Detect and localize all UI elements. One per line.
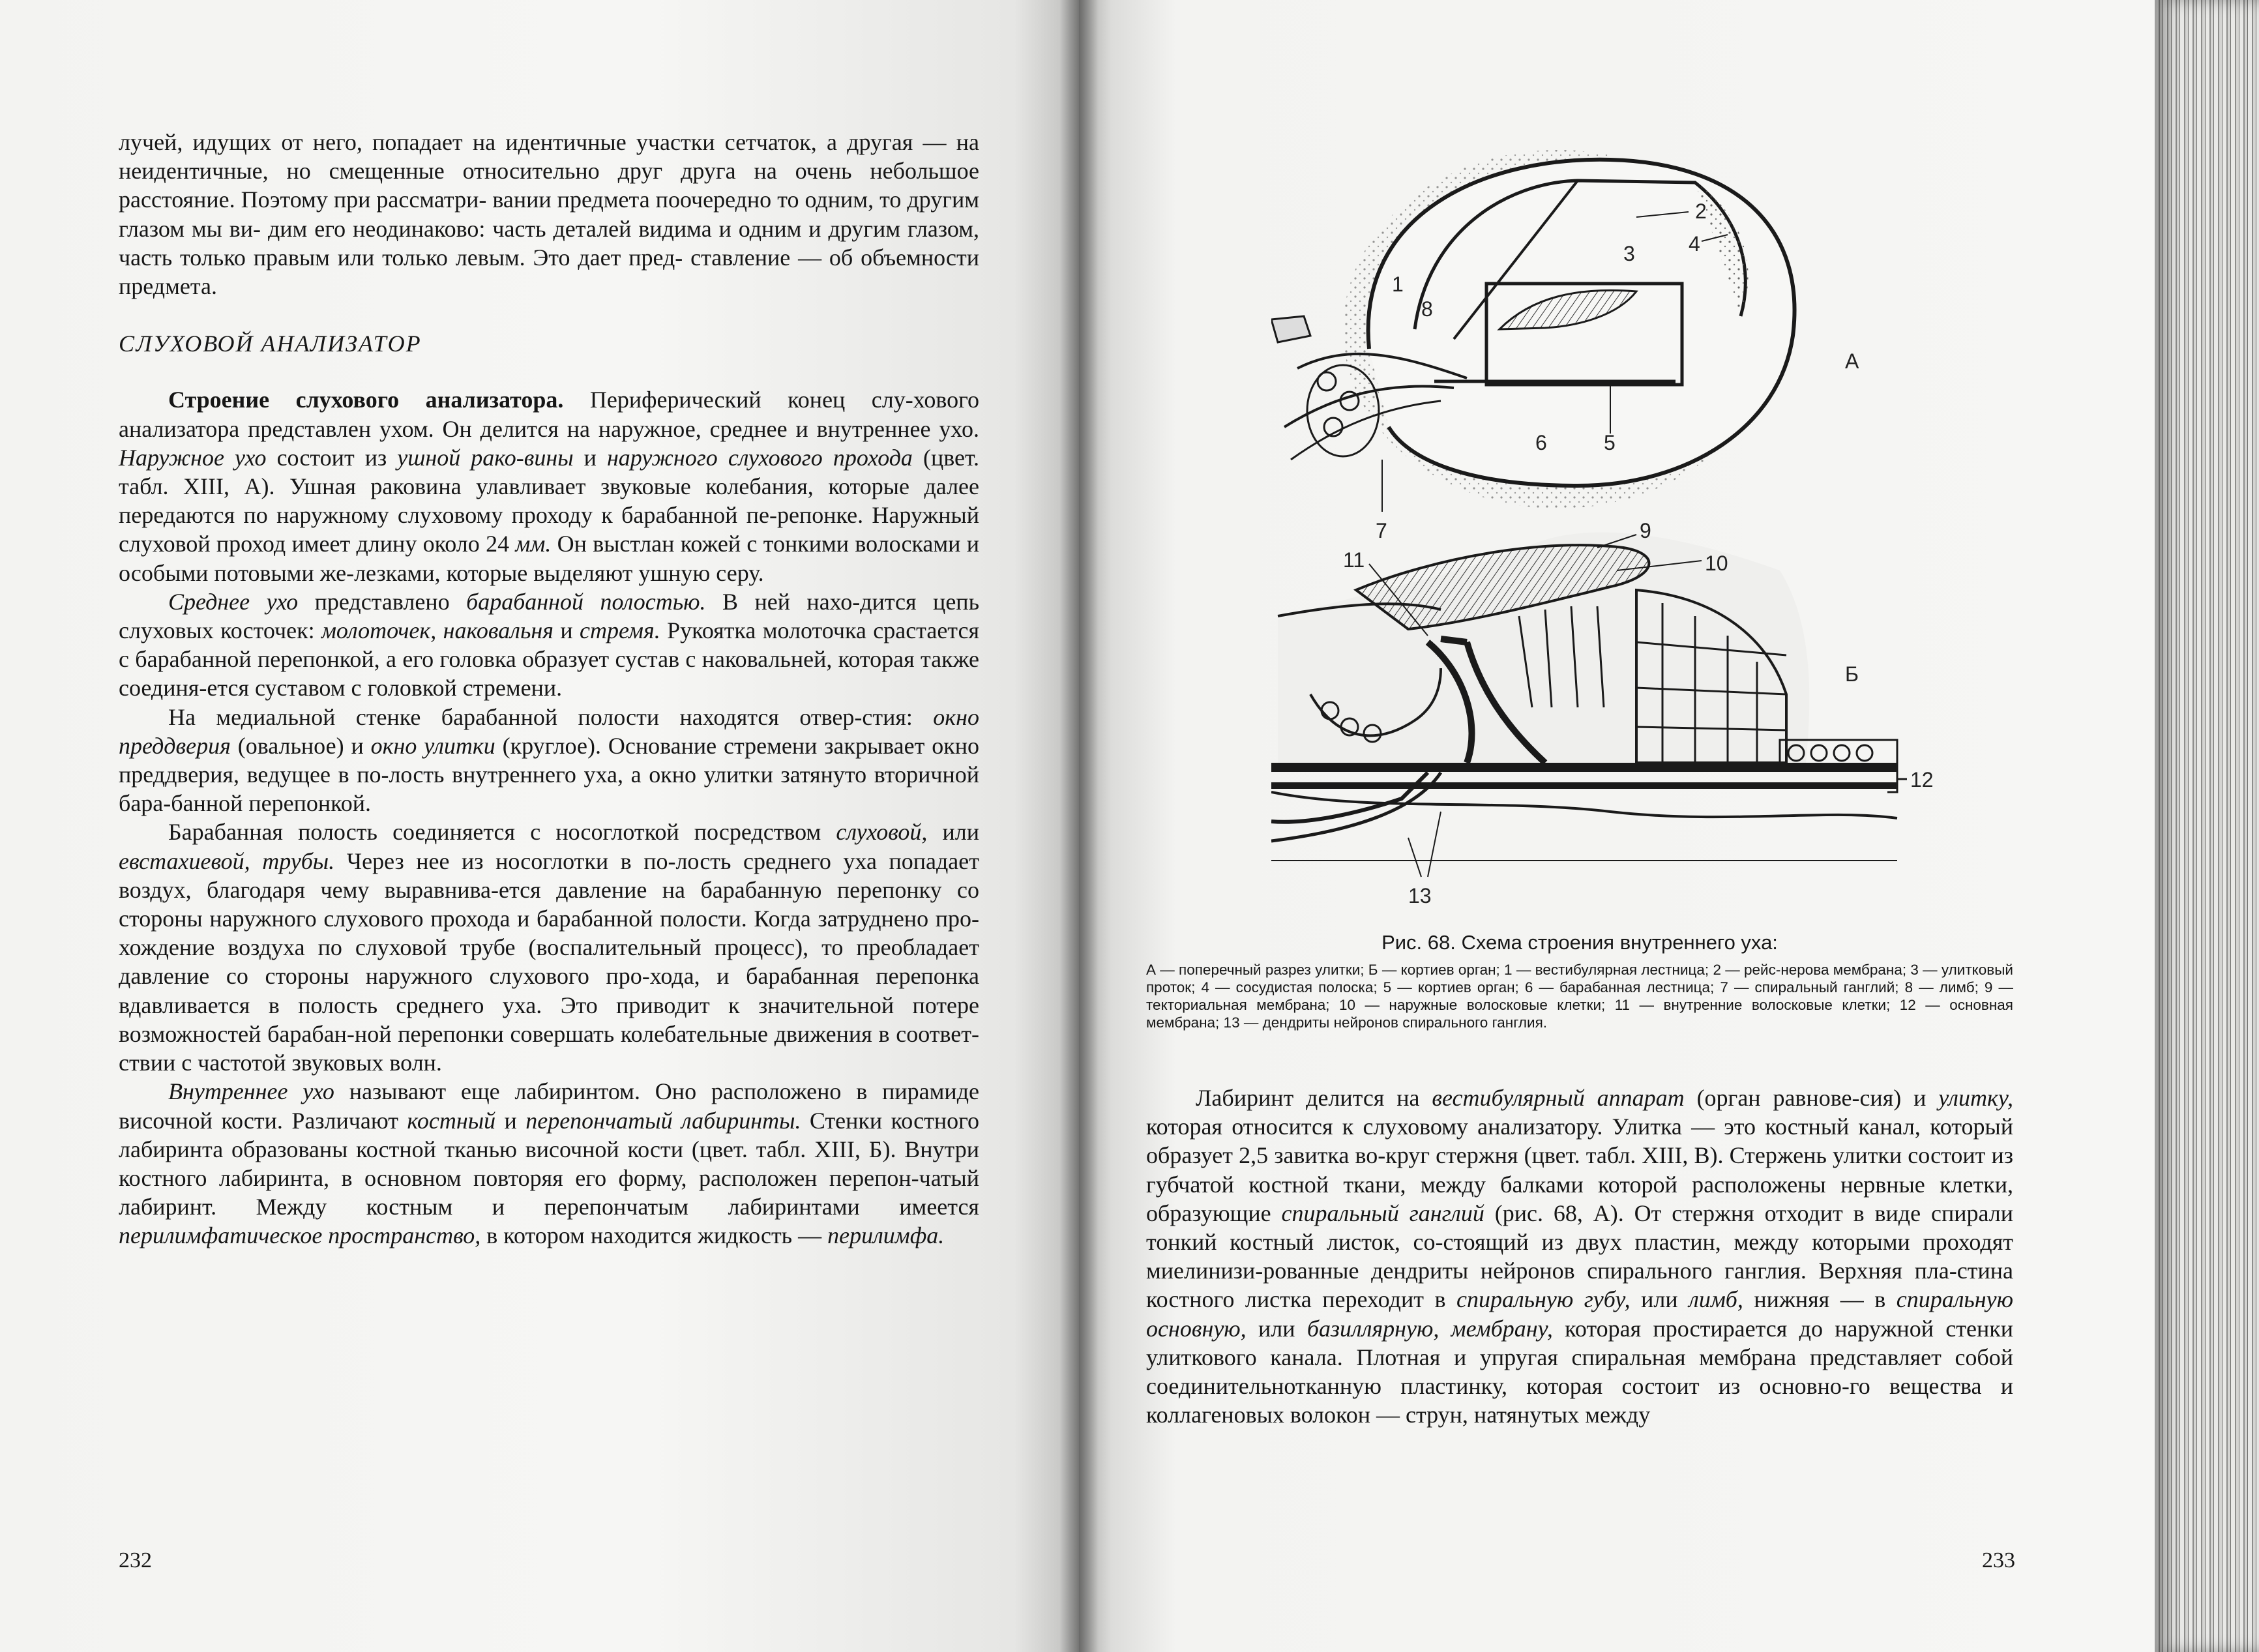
label-8: 8: [1421, 297, 1433, 321]
paragraph-eustachian: [119, 818, 979, 1077]
italic-term: барабанной полостью.: [466, 588, 706, 615]
label-12: 12: [1910, 768, 1934, 791]
label-3: 3: [1623, 242, 1635, 265]
text-run: На медиальной стенке барабанной полости находятся отвер-стия:: [168, 703, 934, 730]
italic-term: костный: [407, 1107, 496, 1134]
text-run: Стенки костного лабиринта образованы костной тканью височной кости (цвет. табл. XIII, Б). Внутри костного лабиринта, в основном повторяя его форму, расположен перепон-чатый лабиринт. Между костным и перепончатым лабиринтами имеется: [119, 1107, 979, 1220]
text-run: и: [495, 1107, 526, 1134]
intro-line: друга на очень небольшое расстояние. Поэтому при рассматри-: [119, 158, 980, 213]
label-part-b: Б: [1845, 662, 1859, 686]
paragraph-labyrinth: [1146, 1084, 2013, 1429]
italic-term: улитку,: [1938, 1085, 2014, 1111]
label-10: 10: [1705, 552, 1728, 575]
text-run: которая простирается до наружной стенки улиткового канала. Плотная и упругая спиральная мембрана представляет собой соединительнотканную пластинку, которая состоит из основно-го вещества и коллагеновых волокон — струн, натянутых между: [1146, 1315, 2014, 1428]
intro-line: ставление — об объемности предмета.: [119, 244, 980, 300]
text-run: или: [927, 819, 980, 846]
text-run: называют еще лабиринтом. Оно расположено в пирамиде височной кости. Различают: [119, 1078, 979, 1134]
cochlea-cross-section: [1271, 150, 1795, 509]
inner-ear-figure: [1271, 121, 2054, 919]
text-run: представлено: [298, 588, 467, 615]
italic-term: Среднее ухо: [168, 588, 299, 615]
label-9: 9: [1640, 519, 1651, 542]
left-text-column: [119, 128, 979, 1250]
text-run: нижняя — в: [1743, 1286, 1897, 1313]
intro-line: лучей, идущих от него, попадает на идентичные участки сетчаток,: [119, 129, 817, 155]
label-1: 1: [1392, 273, 1404, 296]
text-run: и: [573, 444, 607, 471]
paragraph-structure: [119, 385, 979, 587]
label-4: 4: [1689, 232, 1700, 256]
italic-term: спиральную губу,: [1456, 1286, 1631, 1313]
label-11: 11: [1343, 548, 1365, 572]
organ-of-corti: [1271, 532, 1897, 861]
italic-term: ушной рако-вины: [397, 444, 574, 471]
text-run: (рис. 68, А). От стержня отходит в виде спирали тонкий костный листок, со-стоящий из двух пластин, между которыми проходят миелинизи-рованные дендриты нейронов спирального ганглия. Верхняя пла-стина костного листка переходит в: [1146, 1200, 2013, 1313]
text-run: (овальное) и: [230, 732, 371, 759]
italic-term: окно преддверия: [119, 703, 979, 759]
text-run: Через нее из носоглотки в по-лость среднего уха попадает воздух, благодаря чему выравнива-ется давление на барабанную перепонку со стороны наружного слухового прохода и барабанной полости. Когда затруднено про-хождение воздуха по слуховой трубе (воспалительный процесс), то преобладает давление со стороны наружного слухового про-хода, и барабанная перепонка вдавливается в полость среднего уха. Это приводит к значительной потере возможностей барабан-ной перепонки совершать колебательные движения в соответ-ствии с частотой звуковых волн.: [119, 848, 979, 1076]
figure-caption: [1146, 931, 2013, 1031]
label-part-a: А: [1845, 349, 1859, 373]
intro-line: дим его неодинаково: часть деталей видима и одним и другим: [267, 215, 901, 242]
caption-text: А — поперечный разрез улитки; Б — кортиев орган; 1 — вестибулярная лестница; 2 — рейс-нерова мембрана; 3 — улитковый проток; 4 — сосудистая полоска; 5 — кортиев орган; 6 — барабанная лестница; 7 — спиральный ганглий; 8 — лимб; 9 — текториальная мембрана; 10 — наружные волосковые клетки; 11 — внутренние волосковые клетки; 12 — основная мембрана; 13 — дендриты нейронов спирального ганглия.: [1146, 962, 2013, 1031]
text-run: и: [553, 617, 580, 644]
italic-term: слуховой,: [836, 819, 928, 846]
italic-term: окно улитки: [370, 732, 495, 759]
italic-term: наружного слухового прохода: [606, 444, 913, 471]
text-run: Периферический конец слу-хового анализатора представлен ухом. Он делится на наружное, среднее и внутреннее ухо.: [119, 387, 979, 442]
caption-title: Рис. 68. Схема строения внутреннего уха:: [1381, 931, 1778, 954]
italic-term: вестибулярный аппарат: [1432, 1085, 1685, 1111]
italic-term: базиллярную, мембрану,: [1307, 1315, 1553, 1342]
inner-ear-diagram: [1271, 121, 2054, 919]
italic-term: евстахиевой, трубы.: [119, 848, 335, 874]
page-number-left: 232: [119, 1548, 152, 1572]
bold-lead: Строение слухового анализатора.: [168, 387, 564, 413]
italic-term: Внутреннее ухо: [168, 1078, 334, 1105]
text-run: или: [1246, 1315, 1307, 1342]
intro-line: глазом, часть только правым или только левым. Это дает пред-: [119, 215, 980, 271]
text-run: В ней нахо-дится цепь слуховых косточек:: [119, 588, 979, 644]
italic-term: лимб,: [1689, 1286, 1743, 1313]
page-number-right: 233: [1982, 1548, 2015, 1572]
italic-term: спиральный ганглий: [1281, 1200, 1484, 1226]
intro-paragraph: [119, 128, 979, 301]
italic-term: стремя.: [579, 617, 660, 644]
italic-term: молоточек, наковальня: [321, 617, 554, 644]
text-run: Он выстлан кожей с тонкими волосками и особыми потовыми же-лезками, которые выделяют ушную серу.: [119, 531, 979, 586]
text-run: Лабиринт делится на: [1196, 1085, 1432, 1111]
label-7: 7: [1376, 519, 1387, 542]
text-run: состоит из: [266, 444, 398, 471]
text-run: (цвет. табл. XIII, А). Ушная раковина улавливает звуковые колебания, которые далее передаются по наружному слуховому проходу к барабанной пе-репонке. Наружный слуховой проход имеет длину около 24: [119, 444, 980, 557]
italic-term: перилимфатическое пространство,: [119, 1222, 481, 1249]
text-run: или: [1630, 1286, 1689, 1313]
italic-term: перилимфа.: [827, 1222, 945, 1249]
right-text-column: [1146, 1084, 2013, 1429]
text-run: (круглое). Основание стремени закрывает окно преддверия, ведущее в по-лость внутреннего уха, а окно улитки затянуто вторичной бара-банной перепонкой.: [119, 732, 979, 817]
italic-term: мм.: [515, 531, 552, 557]
paragraph-inner-ear: [119, 1077, 979, 1250]
text-run: которая относится к слуховому анализатору. Улитка — это костный канал, который образует 2,5 завитка во-круг стержня (цвет. табл. XIII, В). Стержень улитки состоит из губчатой костной ткани, между балками которой расположены нервные клетки, образующие: [1146, 1114, 2013, 1226]
paragraph-windows: [119, 703, 979, 818]
intro-line: вании предмета поочередно то одним, то другим глазом мы ви-: [119, 186, 980, 242]
text-run: в котором находится жидкость —: [480, 1222, 828, 1249]
label-6: 6: [1535, 431, 1547, 454]
italic-term: Наружное ухо: [119, 444, 267, 471]
label-2: 2: [1695, 199, 1707, 223]
text-run: (орган равнове-сия) и: [1684, 1085, 1939, 1111]
section-heading: СЛУХОВОЙ АНАЛИЗАТОР: [119, 331, 422, 357]
book-gutter: [1059, 0, 1099, 1652]
intro-line: а другая — на неидентичные, но смещенные относительно друг: [119, 129, 980, 184]
text-run: Рукоятка молоточка срастается с барабанной перепонкой, а его головка образует сустав с наковальней, которая также соединя-ется суставом с головкой стремени.: [119, 617, 980, 701]
text-run: Барабанная полость соединяется с носоглоткой посредством: [168, 819, 836, 846]
italic-term: перепончатый лабиринты.: [525, 1107, 801, 1134]
label-13: 13: [1408, 884, 1432, 907]
page-edges: [2155, 0, 2259, 1652]
paragraph-middle-ear: [119, 587, 979, 703]
label-5: 5: [1604, 431, 1616, 454]
italic-term: спиральную основную,: [1146, 1286, 2014, 1342]
